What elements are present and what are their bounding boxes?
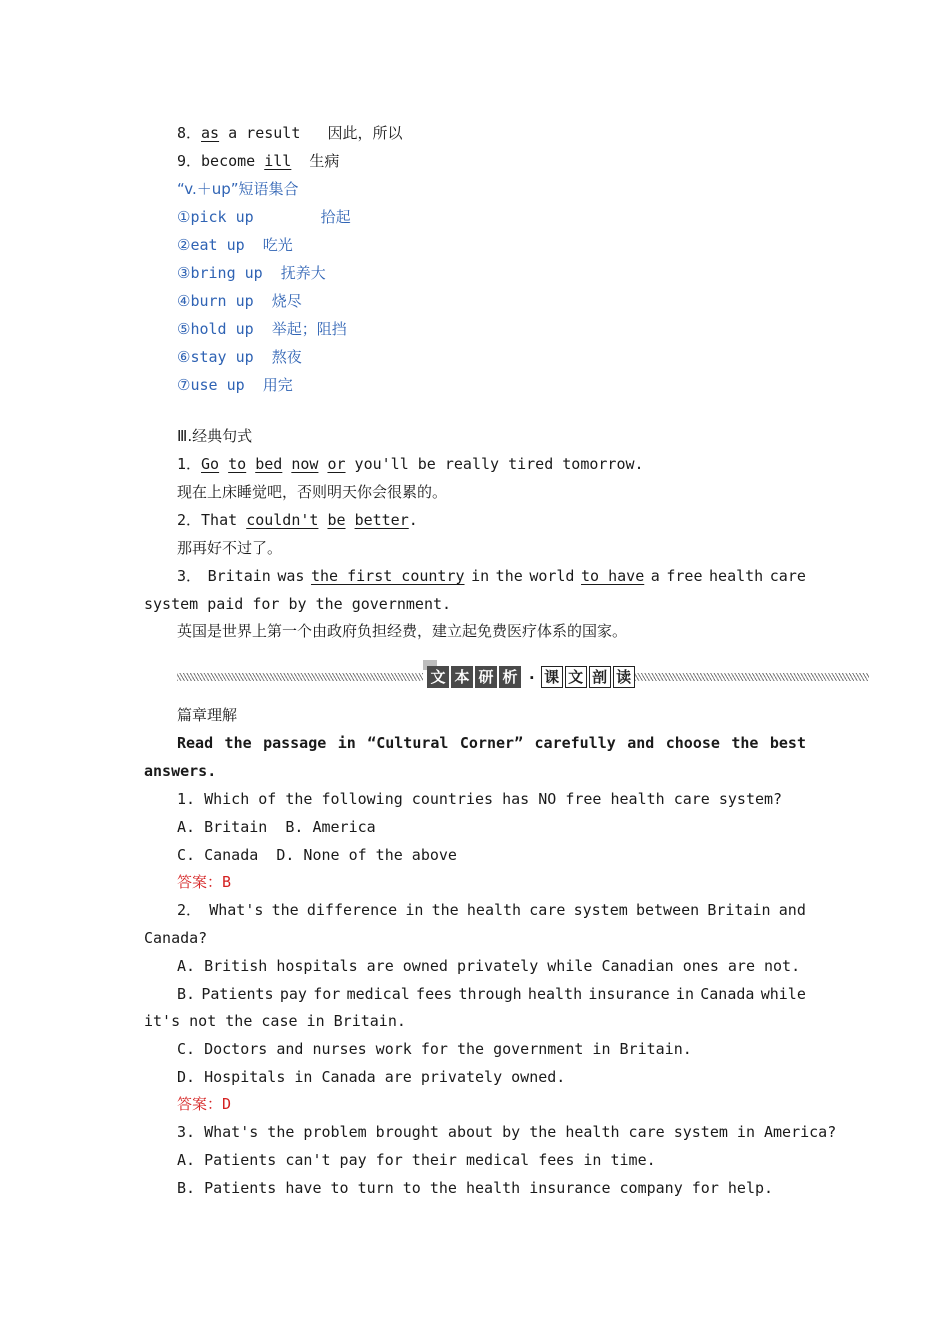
banner-char: 研 [475,666,497,688]
blank-answer: Go [201,455,220,473]
question-3-option-a: A. Patients can't pay for their medical fees in time. [177,1151,656,1169]
phrase-item: ③bring up 抚养大 [177,264,326,282]
phrase-collection-title: “v.＋up”短语集合 [177,180,299,198]
banner-char: 剖 [589,666,611,688]
section-banner [177,664,869,690]
item-number: 8． [177,124,202,142]
question-2-option-b: B. Patients pay for medical fees through health insurance in Canada while [177,985,806,1003]
vocab-item-8 [177,123,402,143]
banner-title [427,664,637,690]
question-3: 3. What's the problem brought about by the health care system in America? [177,1123,837,1141]
phrase-item: ①pick up 拾起 [177,208,351,226]
reading-instruction: Read the passage in “Cultural Corner” carefully and choose the best [177,734,806,752]
item-text: become [201,152,265,170]
question-2-answer: 答案：D [177,1095,232,1113]
sentence-3-continued: system paid for by the government. [144,595,452,613]
blank-answer: as [201,124,220,142]
reading-heading: 篇章理解 [177,706,238,724]
question-3-option-b: B. Patients have to turn to the health insurance company for help. [177,1179,774,1197]
question-2: 2． What's the difference in the health care system between Britain and [177,901,806,919]
vocab-item-9 [177,151,339,171]
question-2-option-d: D. Hospitals in Canada are privately owned. [177,1068,566,1086]
sentence-3-translation: 英国是世界上第一个由政府负担经费，建立起免费医疗体系的国家。 [177,622,628,640]
phrase-item: ②eat up 吃光 [177,236,293,254]
question-2-option-a: A. British hospitals are owned privately while Canadian ones are not. [177,957,801,975]
banner-hatch-right [635,673,869,681]
item-number: 9． [177,152,202,170]
sentence-1: 1．Go to bed now or you'll be really tired tomorrow. [177,455,644,473]
question-1: 1. Which of the following countries has NO free health care system? [177,790,783,808]
blank-answer: or [327,455,346,473]
reading-instruction-continued: answers. [144,762,217,780]
sentence-2: 2．That couldn't be better. [177,511,418,529]
section-heading: Ⅲ.经典句式 [177,427,253,445]
item-translation: 因此，所以 [327,124,403,142]
blank-answer: to have [581,567,645,585]
question-1-answer: 答案：B [177,873,232,891]
item-text: a result [219,124,301,142]
banner-char: 课 [541,666,563,688]
phrase-item: ⑥stay up 熬夜 [177,348,302,366]
banner-char: 本 [451,666,473,688]
blank-answer: be [327,511,346,529]
blank-answer: now [291,455,319,473]
phrase-item: ④burn up 烧尽 [177,292,302,310]
banner-separator: · [527,667,537,687]
item-translation: 生病 [309,152,340,170]
blank-answer: bed [255,455,283,473]
banner-hatch-left [177,673,423,681]
banner-char: 文 [565,666,587,688]
question-2-option-c: C. Doctors and nurses work for the government in Britain. [177,1040,692,1058]
phrase-item: ⑦use up 用完 [177,376,293,394]
blank-answer: couldn't [246,511,319,529]
blank-answer: to [228,455,247,473]
blank-answer: better [354,511,409,529]
sentence-2-translation: 那再好不过了。 [177,539,283,557]
banner-char: 析 [499,666,521,688]
banner-char: 读 [613,666,635,688]
sentence-3: 3． Britain was the first country in the world to have a free health care [177,567,806,585]
question-2-option-b-continued: it's not the case in Britain. [144,1012,406,1030]
sentence-1-translation: 现在上床睡觉吧，否则明天你会很累的。 [177,483,448,501]
question-1-options-ab: A. Britain B. America [177,818,376,836]
question-2-continued: Canada? [144,929,208,947]
banner-char: 文 [427,666,449,688]
blank-answer: ill [264,152,292,170]
question-1-options-cd: C. Canada D. None of the above [177,846,457,864]
blank-answer: the first country [310,567,465,585]
phrase-item: ⑤hold up 举起；阻挡 [177,320,347,338]
